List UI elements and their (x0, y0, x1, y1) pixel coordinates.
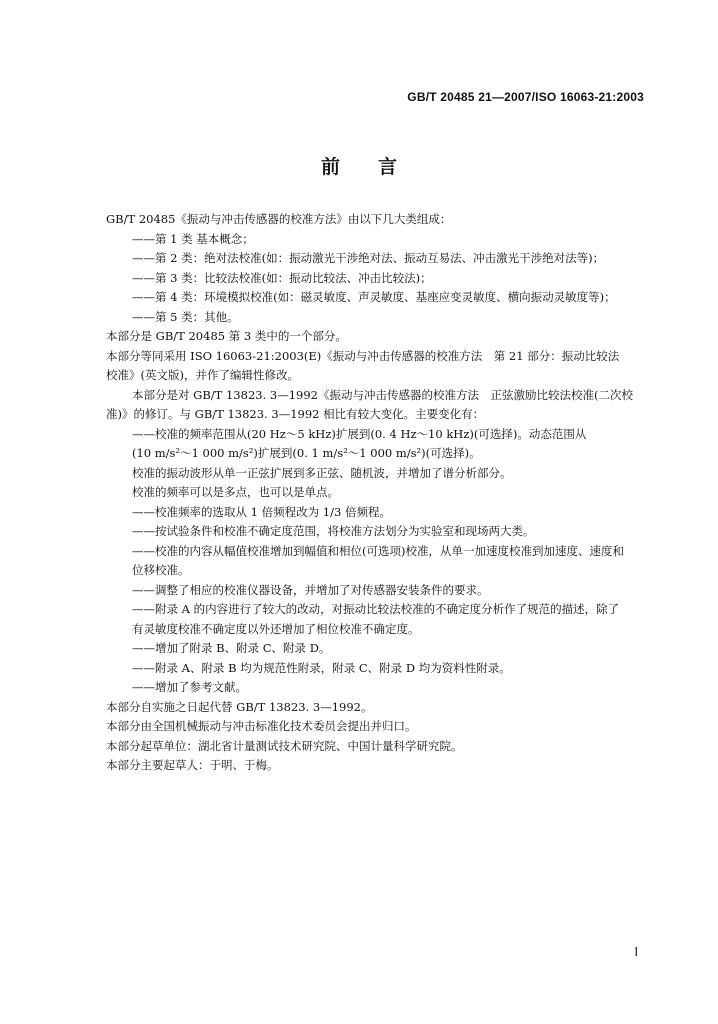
body-line-17: ——按试验条件和校准不确定度范围，将校准方法划分为实验室和现场两大类。 (132, 524, 535, 538)
body-line-12: ——校准的频率范围从(20 Hz～5 kHz)扩展到(0. 4 Hz～10 kHz)(可选择)。动态范围从 (132, 426, 587, 441)
body-line-26: 本部分自实施之日起代替 GB/T 13823. 3—1992。 (106, 699, 373, 714)
page-number: Ⅰ (634, 945, 638, 959)
body-line-1: GB/T 20485《振动与冲击传感器的校准方法》由以下几大类组成： (106, 212, 452, 226)
body-line-7: 本部分是 GB/T 20485 第 3 类中的一个部分。 (106, 329, 347, 343)
body-line-8: 本部分等同采用 ISO 16063-21:2003(E)《振动与冲击传感器的校准方法 第 21 部分：振动比较法 (106, 348, 620, 363)
body-line-21: ——附录 A 的内容进行了较大的改动，对振动比较法校准的不确定度分析作了规范的描述，除了 (132, 602, 620, 616)
body-line-15: 校准的频率可以是多点，也可以是单点。 (132, 485, 339, 499)
body-line-16: ——校准频率的选取从 1 倍频程改为 1/3 倍频程。 (132, 504, 391, 519)
foreword-body (106, 210, 654, 776)
body-line-18: ——校准的内容从幅值校准增加到幅值和相位(可选项)校准，从单一加速度校准到加速度、速度和 (132, 543, 624, 558)
body-line-28: 本部分起草单位：湖北省计量测试技术研究院、中国计量科学研究院。 (106, 738, 463, 753)
body-line-27: 本部分由全国机械振动与冲击标准化技术委员会提出并归口。 (106, 719, 417, 733)
body-line-14: 校准的振动波形从单一正弦扩展到多正弦、随机波，并增加了谱分析部分。 (132, 465, 512, 480)
body-line-25: ——增加了参考文献。 (132, 680, 247, 694)
body-line-11: 准)》的修订。与 GB/T 13823. 3—1992 相比有较大变化。主要变化有： (106, 407, 485, 421)
body-line-24: ——附录 A、附录 B 均为规范性附录，附录 C、附录 D 均为资料性附录。 (132, 660, 511, 675)
body-line-29: 本部分主要起草人：于明、于梅。 (106, 758, 279, 772)
body-line-4: ——第 3 类：比较法校准(如：振动比较法、冲击比较法)； (132, 270, 432, 285)
body-line-6: ——第 5 类：其他。 (132, 309, 239, 324)
body-line-13: (10 m/s²～1 000 m/s²)扩展到(0. 1 m/s²～1 000 m/s²)(可选择)。 (132, 446, 481, 460)
body-line-10: 本部分是对 GB/T 13823. 3—1992《振动与冲击传感器的校准方法 正弦激励比较法校准(二次校 (132, 387, 633, 402)
body-line-22: 有灵敏度校准不确定度以外还增加了相位校准不确定度。 (132, 621, 420, 636)
body-line-9: 校准》(英文版)，并作了编辑性修改。 (106, 368, 299, 382)
body-line-23: ——增加了附录 B、附录 C、附录 D。 (132, 641, 331, 655)
body-line-19: 位移校准。 (132, 563, 190, 577)
body-line-20: ——调整了相应的校准仪器设备，并增加了对传感器安装条件的要求。 (132, 582, 489, 597)
standard-number-header: GB/T 20485 21—2007/ISO 16063-21:2003 (407, 90, 644, 104)
body-line-2: ——第 1 类 基本概念； (132, 231, 254, 246)
body-line-3: ——第 2 类：绝对法校准(如：振动激光干涉绝对法、振动互易法、冲击激光干涉绝对法等)； (132, 251, 605, 265)
body-line-5: ——第 4 类：环境模拟校准(如：磁灵敏度、声灵敏度、基座应变灵敏度、横向振动灵敏度等)； (132, 290, 616, 304)
page-title: 前言 (320, 156, 435, 178)
